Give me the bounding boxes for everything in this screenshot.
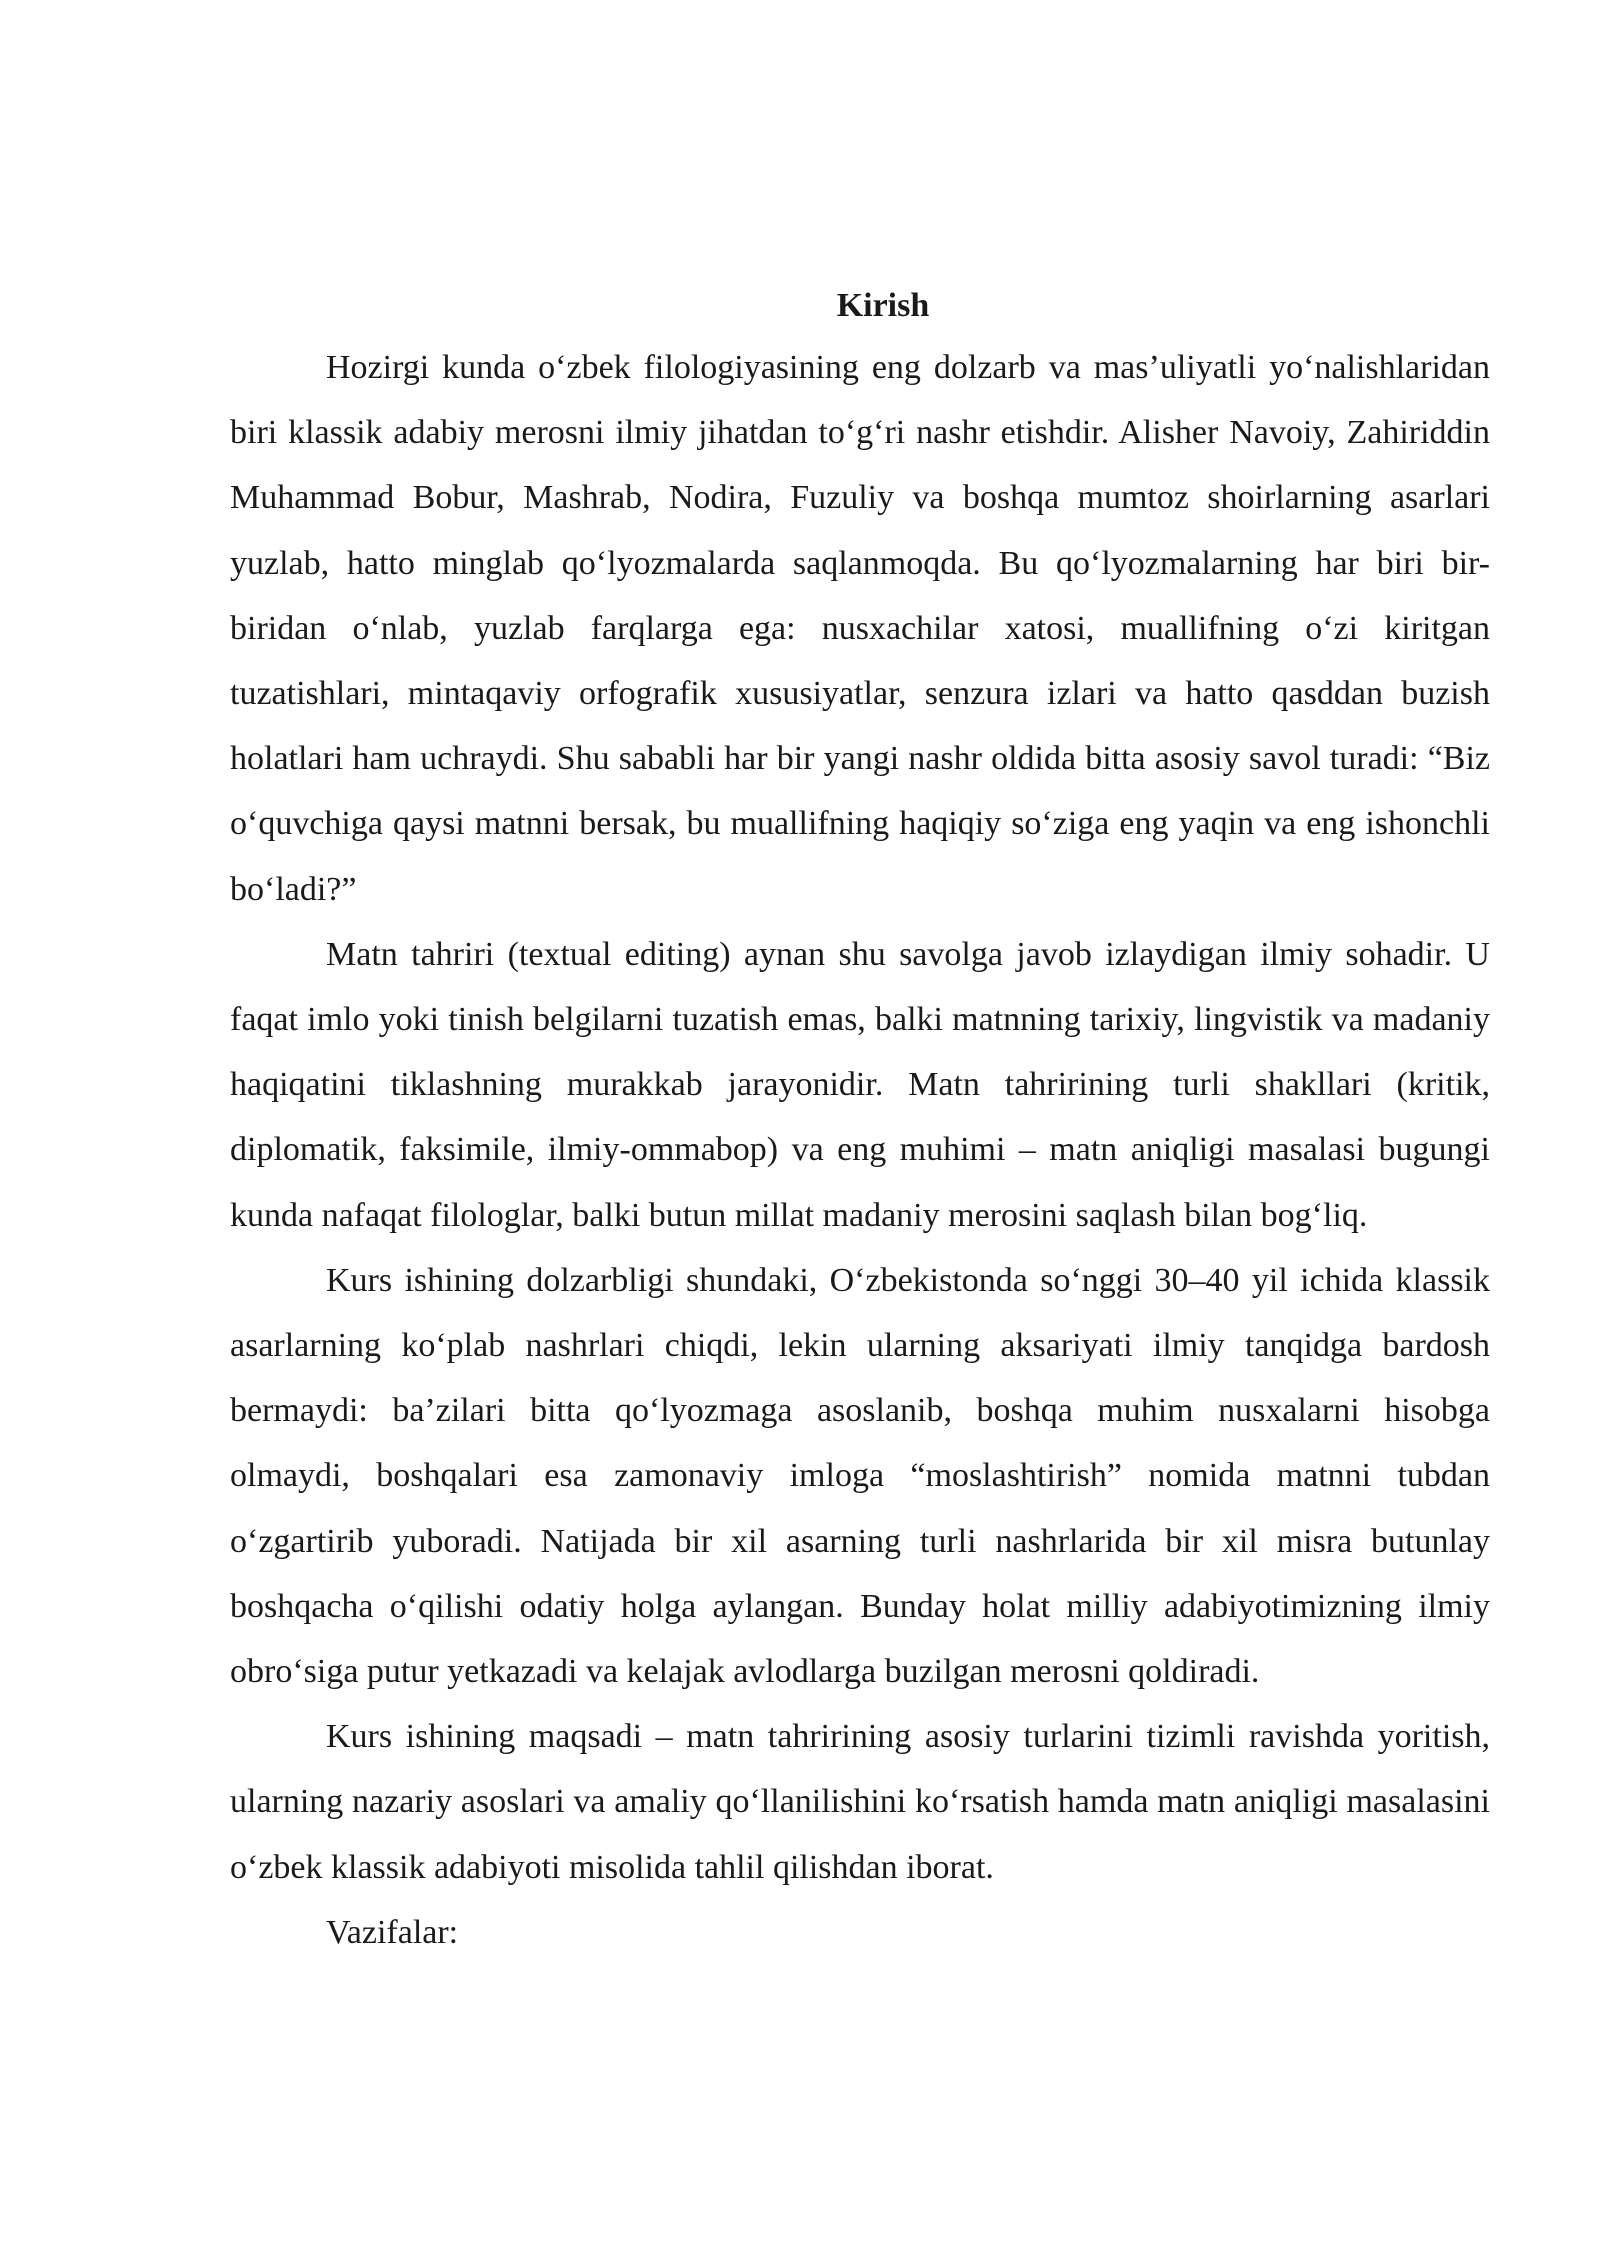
paragraph-textual-editing: Matn tahriri (textual editing) aynan shu savolga javob izlaydigan ilmiy sohadir. U faqat imlo yoki tinish belgilarni tuzatish emas, balki matnning tarixiy, lingvistik va madaniy haqiqatini tiklashning murakkab jarayonidir. Matn tahririning turli shakllari (kritik, diplomatik, faksimile, ilmiy-ommabop) va eng muhimi – matn aniqligi masalasi bugungi kunda nafaqat filologlar, balki butun millat madaniy merosini saqlash bilan bog‘liq.: [230, 935, 1490, 1234]
paragraph-relevance: Kurs ishining dolzarbligi shundaki, O‘zbekistonda so‘nggi 30–40 yil ichida klassik asarlarning ko‘plab nashrlari chiqdi, lekin ularning aksariyati ilmiy tanqidga bardosh bermaydi: ba’zilari bitta qo‘lyozmaga asoslanib, boshqa muhim nusxalarni hisobga olmaydi, boshqalari esa zamonaviy imloga “moslashtirish” nomida matnni tubdan o‘zgartirib yuboradi. Natijada bir xil asarning turli nashrlarida bir xil misra butunlay boshqacha o‘qilishi odatiy holga aylangan. Bunday holat milliy adabiyotimizning ilmiy obro‘siga putur yetkazadi va kelajak avlodlarga buzilgan merosni qoldiradi.: [230, 1261, 1490, 1691]
paragraph-goal: Kurs ishining maqsadi – matn tahririning asosiy turlarini tizimli ravishda yoritish, ularning nazariy asoslari va amaliy qo‘llanilishini ko‘rsatish hamda matn aniqligi masalasini o‘zbek klassik adabiyoti misolida tahlil qilishdan iborat.: [230, 1718, 1490, 1886]
paragraph-tasks-heading: Vazifalar:: [326, 1913, 459, 1951]
section-title: Kirish: [836, 287, 930, 324]
paragraph-introduction: Hozirgi kunda o‘zbek filologiyasining eng dolzarb va mas’uliyatli yo‘nalishlaridan biri klassik adabiy merosni ilmiy jihatdan to‘g‘ri nashr etishdir. Alisher Navoiy, Zahiriddin Muhammad Bobur, Mashrab, Nodira, Fuzuliy va boshqa mumtoz shoirlarning asarlari yuzlab, hatto minglab qo‘lyozmalarda saqlanmoqda. Bu qo‘lyozmalarning har biri bir-biridan o‘nlab, yuzlab farqlarga ega: nusxachilar xatosi, muallifning o‘zi kiritgan tuzatishlari, mintaqaviy orfografik xususiyatlar, senzura izlari va hatto qasddan buzish holatlari ham uchraydi. Shu sababli har bir yangi nashr oldida bitta asosiy savol turadi: “Biz o‘quvchiga qaysi matnni bersak, bu muallifning haqiqiy so‘ziga eng yaqin va eng ishonchli bo‘ladi?”: [230, 349, 1490, 908]
document-page: [230, 282, 1490, 1965]
